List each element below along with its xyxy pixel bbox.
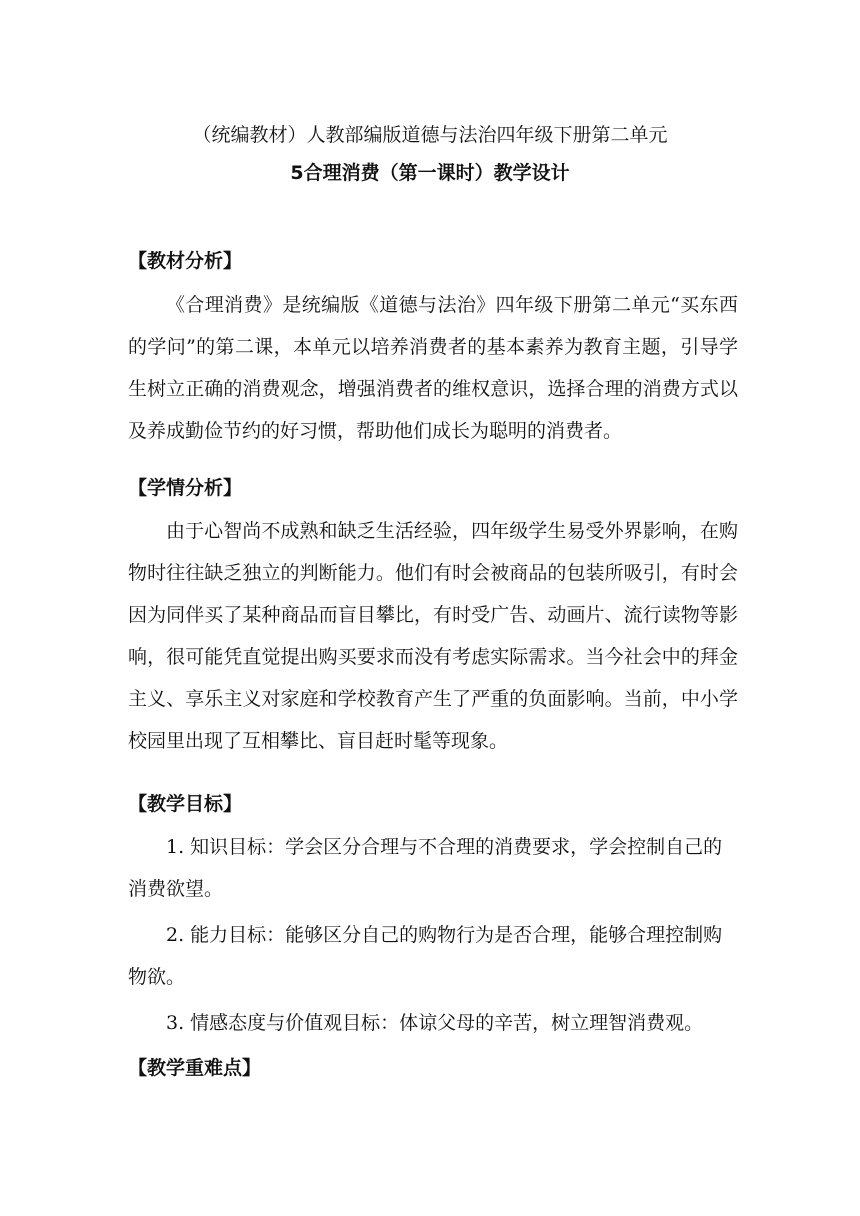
goal-item-knowledge: 1. 知识目标：学会区分合理与不合理的消费要求，学会控制自己的消费欲望。 [128, 836, 723, 900]
section-heading-teaching-goals: 【教学目标】 [128, 793, 243, 815]
goal-item-emotion: 3. 情感态度与价值观目标：体谅父母的辛苦，树立理智消费观。 [166, 1012, 704, 1034]
section-heading-textbook-analysis: 【教材分析】 [128, 250, 243, 272]
section-heading-student-analysis: 【学情分析】 [128, 477, 243, 499]
section-heading-key-difficulties: 【教学重难点】 [128, 1057, 262, 1079]
section-paragraph-student-analysis: 由于心智尚不成熟和缺乏生活经验，四年级学生易受外界影响，在购物时往往缺乏独立的判断能力。他们有时会被商品的包装所吸引，有时会因为同伴买了某种商品而盲目攀比，有时受广告、动画片、流行读物等影响，很可能凭直觉提出购买要求而没有考虑实际需求。当今社会中的拜金主义、享乐主义对家庭和学校教育产生了严重的负面影响。当前，中小学校园里出现了互相攀比、盲目赶时髦等现象。 [128, 520, 738, 752]
document-title: （统编教材）人教部编版道德与法治四年级下册第二单元 [192, 124, 668, 146]
document-subtitle: 5合理消费（第一课时）教学设计 [290, 162, 570, 184]
goal-item-ability: 2. 能力目标：能够区分自己的购物行为是否合理，能够合理控制购物欲。 [128, 924, 723, 988]
section-paragraph-textbook-analysis: 《合理消费》是统编版《道德与法治》四年级下册第二单元“买东西的学问”的第二课，本单元以培养消费者的基本素养为教育主题，引导学生树立正确的消费观念，增强消费者的维权意识，选择合理的消费方式以及养成勤俭节约的好习惯，帮助他们成长为聪明的消费者。 [128, 294, 738, 442]
